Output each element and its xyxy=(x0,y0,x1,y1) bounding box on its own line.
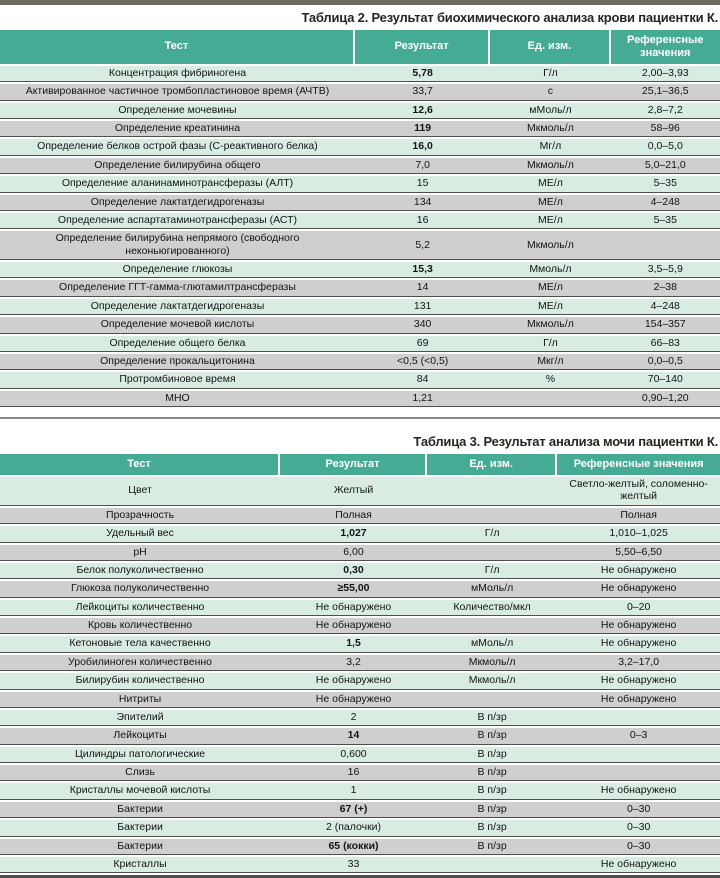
test-cell: Кетоновые тела качественно xyxy=(0,636,280,652)
test-cell: Лейкоциты xyxy=(0,728,280,744)
ref-cell: Полная xyxy=(557,508,720,524)
table-row xyxy=(0,600,720,616)
unit-cell: Мкмоль/л xyxy=(490,231,610,260)
unit-cell xyxy=(427,857,557,873)
column-header: Ед. изм. xyxy=(490,30,610,64)
unit-cell: % xyxy=(490,372,610,388)
table-row xyxy=(0,563,720,579)
unit-cell: В п/зр xyxy=(427,839,557,855)
table-row xyxy=(0,710,720,726)
test-cell: Определение мочевины xyxy=(0,103,355,119)
result-cell: 1,21 xyxy=(355,391,490,407)
unit-cell xyxy=(427,477,557,506)
ref-cell: 2,8–7,2 xyxy=(611,103,720,119)
unit-cell: В п/зр xyxy=(427,802,557,818)
table-row xyxy=(0,747,720,763)
ref-cell: 4–248 xyxy=(611,299,720,315)
ref-cell: Не обнаружено xyxy=(557,673,720,689)
test-cell: Бактерии xyxy=(0,802,280,818)
ref-cell: 0–20 xyxy=(557,600,720,616)
result-cell: 0,30 xyxy=(280,563,427,579)
unit-cell xyxy=(427,508,557,524)
table-row xyxy=(0,477,720,506)
unit-cell: Мкмоль/л xyxy=(490,121,610,137)
ref-cell: 5–35 xyxy=(611,213,720,229)
ref-cell: 25,1–36,5 xyxy=(611,84,720,100)
ref-cell xyxy=(557,765,720,781)
table-row xyxy=(0,857,720,873)
ref-cell: Не обнаружено xyxy=(557,857,720,873)
table-divider-rule xyxy=(0,417,720,419)
test-cell: Кристаллы xyxy=(0,857,280,873)
table-row xyxy=(0,84,720,100)
result-cell: 6,00 xyxy=(280,545,427,561)
table-row xyxy=(0,336,720,352)
result-cell: 5,78 xyxy=(355,66,490,82)
ref-cell: 0,0–5,0 xyxy=(611,139,720,155)
table-row xyxy=(0,280,720,296)
unit-cell: мМоль/л xyxy=(490,103,610,119)
result-cell: 14 xyxy=(280,728,427,744)
test-cell: Определение аланинаминотрансферазы (АЛТ) xyxy=(0,176,355,192)
table-row xyxy=(0,195,720,211)
unit-cell: с xyxy=(490,84,610,100)
table-row xyxy=(0,121,720,137)
ref-cell: 58–96 xyxy=(611,121,720,137)
ref-cell xyxy=(611,231,720,260)
table-header-row xyxy=(0,454,720,475)
ref-cell: 66–83 xyxy=(611,336,720,352)
unit-cell xyxy=(427,618,557,634)
result-cell: 7,0 xyxy=(355,158,490,174)
result-cell: <0,5 (<0,5) xyxy=(355,354,490,370)
ref-cell: 2–38 xyxy=(611,280,720,296)
ref-cell: Не обнаружено xyxy=(557,581,720,597)
unit-cell: В п/зр xyxy=(427,765,557,781)
result-cell: 84 xyxy=(355,372,490,388)
result-cell: 16,0 xyxy=(355,139,490,155)
column-header: Референсные значения xyxy=(611,30,720,64)
unit-cell: Г/л xyxy=(490,66,610,82)
test-cell: Определение билирубина непрямого (свободного неконьюгированного) xyxy=(0,231,355,260)
unit-cell: МЕ/л xyxy=(490,176,610,192)
result-cell: Не обнаружено xyxy=(280,673,427,689)
table-row xyxy=(0,103,720,119)
result-cell: 16 xyxy=(280,765,427,781)
unit-cell: Мкг/л xyxy=(490,354,610,370)
ref-cell xyxy=(557,747,720,763)
test-cell: Уробилиноген количественно xyxy=(0,655,280,671)
blood-table-title: Таблица 2. Результат биохимического анализа крови пациентки К. xyxy=(301,10,718,25)
test-cell: Глюкоза полуколичественно xyxy=(0,581,280,597)
column-header: Тест xyxy=(0,30,355,64)
unit-cell: МЕ/л xyxy=(490,213,610,229)
test-cell: Определение глюкозы xyxy=(0,262,355,278)
test-cell: Определение билирубина общего xyxy=(0,158,355,174)
result-cell: 1,5 xyxy=(280,636,427,652)
result-cell: 14 xyxy=(355,280,490,296)
test-cell: Удельный вес xyxy=(0,526,280,542)
table-row xyxy=(0,372,720,388)
ref-cell xyxy=(557,710,720,726)
result-cell: Желтый xyxy=(280,477,427,506)
test-cell: Кристаллы мочевой кислоты xyxy=(0,783,280,799)
result-cell: 0,600 xyxy=(280,747,427,763)
test-cell: Определение белков острой фазы (С-реактивного белка) xyxy=(0,139,355,155)
unit-cell: МЕ/л xyxy=(490,299,610,315)
test-cell: Определение мочевой кислоты xyxy=(0,317,355,333)
test-cell: Определение прокальцитонина xyxy=(0,354,355,370)
unit-cell: В п/зр xyxy=(427,728,557,744)
unit-cell: Мкмоль/л xyxy=(490,317,610,333)
table-row xyxy=(0,231,720,260)
unit-cell: Мкмоль/л xyxy=(490,158,610,174)
table-row xyxy=(0,618,720,634)
test-cell: Протромбиновое время xyxy=(0,372,355,388)
result-cell: Полная xyxy=(280,508,427,524)
result-cell: 15,3 xyxy=(355,262,490,278)
table-row xyxy=(0,655,720,671)
ref-cell: 0,90–1,20 xyxy=(611,391,720,407)
ref-cell: 1,010–1,025 xyxy=(557,526,720,542)
test-cell: Бактерии xyxy=(0,820,280,836)
column-header: Ед. изм. xyxy=(427,454,557,475)
test-cell: Определение креатинина xyxy=(0,121,355,137)
result-cell: 3,2 xyxy=(280,655,427,671)
result-cell: 69 xyxy=(355,336,490,352)
test-cell: Определение лактатдегидрогеназы xyxy=(0,299,355,315)
result-cell: 134 xyxy=(355,195,490,211)
test-cell: Лейкоциты количественно xyxy=(0,600,280,616)
unit-cell: МЕ/л xyxy=(490,195,610,211)
table-row xyxy=(0,783,720,799)
result-cell: 16 xyxy=(355,213,490,229)
unit-cell: Г/л xyxy=(427,526,557,542)
test-cell: Определение лактатдегидрогеназы xyxy=(0,195,355,211)
result-cell: 1,027 xyxy=(280,526,427,542)
test-cell: Бактерии xyxy=(0,839,280,855)
table-row xyxy=(0,692,720,708)
ref-cell: 3,2–17,0 xyxy=(557,655,720,671)
test-cell: Эпителий xyxy=(0,710,280,726)
ref-cell: 154–357 xyxy=(611,317,720,333)
test-cell: Цилиндры патологические xyxy=(0,747,280,763)
ref-cell: 5,50–6,50 xyxy=(557,545,720,561)
blood-analysis-table xyxy=(0,28,720,409)
table-row xyxy=(0,262,720,278)
result-cell: Не обнаружено xyxy=(280,692,427,708)
test-cell: МНО xyxy=(0,391,355,407)
unit-cell xyxy=(490,391,610,407)
table-row xyxy=(0,391,720,407)
urine-analysis-table xyxy=(0,452,720,875)
test-cell: Определение аспартатаминотрансферазы (АСТ) xyxy=(0,213,355,229)
ref-cell: Не обнаружено xyxy=(557,783,720,799)
ref-cell: Не обнаружено xyxy=(557,618,720,634)
result-cell: 15 xyxy=(355,176,490,192)
test-cell: Концентрация фибриногена xyxy=(0,66,355,82)
unit-cell: Количество/мкл xyxy=(427,600,557,616)
column-header: Результат xyxy=(355,30,490,64)
result-cell: 119 xyxy=(355,121,490,137)
ref-cell: Не обнаружено xyxy=(557,636,720,652)
test-cell: Нитриты xyxy=(0,692,280,708)
result-cell: 33 xyxy=(280,857,427,873)
test-cell: pH xyxy=(0,545,280,561)
table-row xyxy=(0,139,720,155)
ref-cell: 0,0–0,5 xyxy=(611,354,720,370)
table-row xyxy=(0,636,720,652)
unit-cell: мМоль/л xyxy=(427,581,557,597)
ref-cell: 4–248 xyxy=(611,195,720,211)
column-header: Результат xyxy=(280,454,427,475)
unit-cell: МЕ/л xyxy=(490,280,610,296)
ref-cell: 0–3 xyxy=(557,728,720,744)
unit-cell: В п/зр xyxy=(427,710,557,726)
result-cell: 340 xyxy=(355,317,490,333)
ref-cell: 70–140 xyxy=(611,372,720,388)
ref-cell: Не обнаружено xyxy=(557,563,720,579)
ref-cell: 0–30 xyxy=(557,802,720,818)
unit-cell: В п/зр xyxy=(427,820,557,836)
unit-cell: Ммоль/л xyxy=(490,262,610,278)
test-cell: Определение общего белка xyxy=(0,336,355,352)
result-cell: 1 xyxy=(280,783,427,799)
table-row xyxy=(0,299,720,315)
ref-cell: Светло-желтый, соломенно-желтый xyxy=(557,477,720,506)
ref-cell: 0–30 xyxy=(557,820,720,836)
result-cell: Не обнаружено xyxy=(280,600,427,616)
result-cell: 65 (кокки) xyxy=(280,839,427,855)
result-cell: 33,7 xyxy=(355,84,490,100)
table-row xyxy=(0,581,720,597)
ref-cell: 2,00–3,93 xyxy=(611,66,720,82)
table-row xyxy=(0,213,720,229)
column-header: Референсные значения xyxy=(557,454,720,475)
table-row xyxy=(0,673,720,689)
column-header: Тест xyxy=(0,454,280,475)
ref-cell: 5–35 xyxy=(611,176,720,192)
table-row xyxy=(0,66,720,82)
result-cell: ≥55,00 xyxy=(280,581,427,597)
ref-cell: Не обнаружено xyxy=(557,692,720,708)
table-row xyxy=(0,728,720,744)
unit-cell: мМоль/л xyxy=(427,636,557,652)
test-cell: Билирубин количественно xyxy=(0,673,280,689)
table-row xyxy=(0,526,720,542)
unit-cell: В п/зр xyxy=(427,783,557,799)
unit-cell: Г/л xyxy=(427,563,557,579)
test-cell: Слизь xyxy=(0,765,280,781)
result-cell: 67 (+) xyxy=(280,802,427,818)
test-cell: Белок полуколичественно xyxy=(0,563,280,579)
table-row xyxy=(0,158,720,174)
unit-cell: Мг/л xyxy=(490,139,610,155)
result-cell: 12,6 xyxy=(355,103,490,119)
test-cell: Определение ГГТ-гамма-глютамилтрансферазы xyxy=(0,280,355,296)
result-cell: 2 xyxy=(280,710,427,726)
test-cell: Кровь количественно xyxy=(0,618,280,634)
unit-cell: Мкмоль/л xyxy=(427,655,557,671)
test-cell: Прозрачность xyxy=(0,508,280,524)
unit-cell: Г/л xyxy=(490,336,610,352)
table-header-row xyxy=(0,30,720,64)
test-cell: Активированное частичное тромбопластиновое время (АЧТВ) xyxy=(0,84,355,100)
urine-table-title: Таблица 3. Результат анализа мочи пациентки К. xyxy=(413,434,718,450)
result-cell: 131 xyxy=(355,299,490,315)
unit-cell: Мкмоль/л xyxy=(427,673,557,689)
table-row xyxy=(0,176,720,192)
test-cell: Цвет xyxy=(0,477,280,506)
result-cell: 2 (палочки) xyxy=(280,820,427,836)
unit-cell xyxy=(427,692,557,708)
table-row xyxy=(0,765,720,781)
table-row xyxy=(0,545,720,561)
table-row xyxy=(0,802,720,818)
result-cell: 5,2 xyxy=(355,231,490,260)
ref-cell: 0–30 xyxy=(557,839,720,855)
table-row xyxy=(0,508,720,524)
table-row xyxy=(0,354,720,370)
table-row xyxy=(0,820,720,836)
ref-cell: 5,0–21,0 xyxy=(611,158,720,174)
table-row xyxy=(0,839,720,855)
unit-cell xyxy=(427,545,557,561)
ref-cell: 3,5–5,9 xyxy=(611,262,720,278)
table-row xyxy=(0,317,720,333)
unit-cell: В п/зр xyxy=(427,747,557,763)
result-cell: Не обнаружено xyxy=(280,618,427,634)
